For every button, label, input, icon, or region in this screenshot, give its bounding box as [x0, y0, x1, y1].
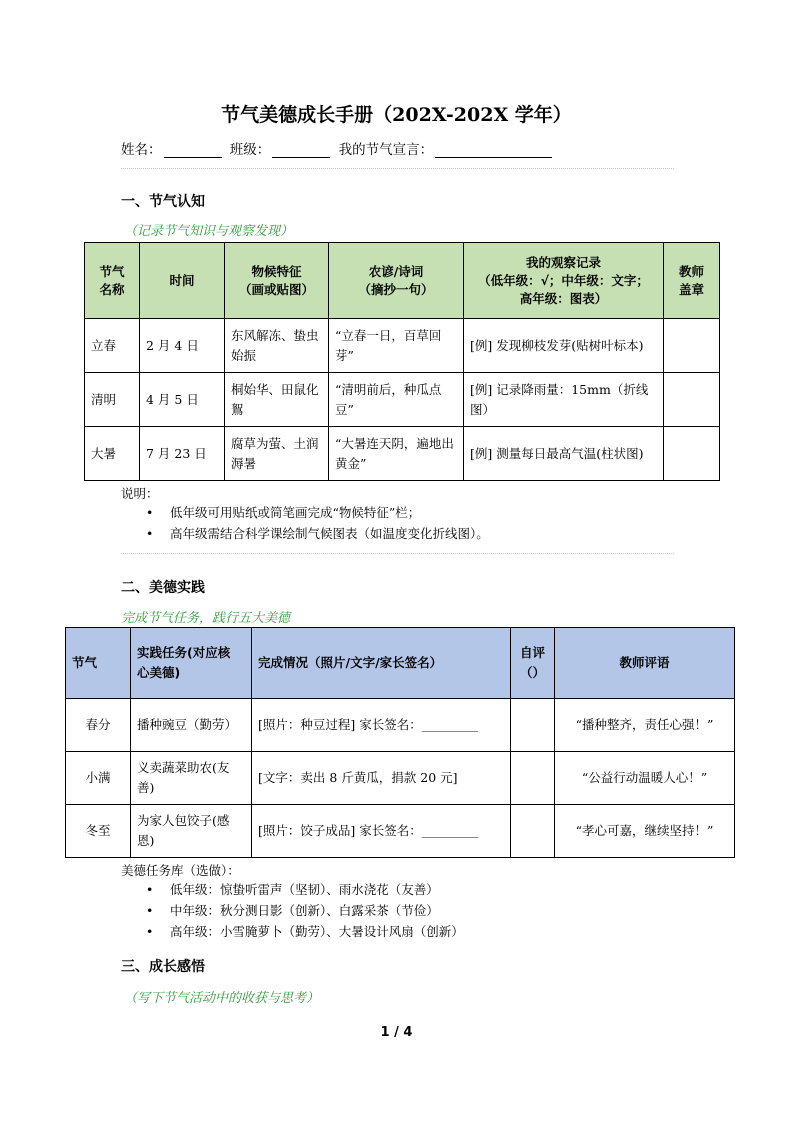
cell-term: 大暑: [85, 427, 140, 481]
header-task: 实践任务(对应核 心美德): [131, 628, 252, 699]
header-self-eval: 自评 （）: [511, 628, 555, 699]
cell-status[interactable]: [照片：饺子成品] 家长签名：_________: [252, 805, 511, 858]
class-label: 班级：: [229, 142, 271, 158]
cell-self-eval[interactable]: [511, 699, 555, 752]
cell-task: 为家人包饺子(感恩): [131, 805, 252, 858]
cell-phenology: 桐始华、田鼠化鴽: [225, 373, 329, 427]
header-term: 节气 名称: [85, 243, 140, 319]
cell-status[interactable]: [文字：卖出 8 斤黄瓜，捐款 20 元]: [252, 752, 511, 805]
name-label: 姓名：: [121, 142, 162, 158]
cell-stamp[interactable]: [664, 427, 720, 481]
cell-phenology: 腐草为萤、土润溽暑: [225, 427, 329, 481]
cell-comment: “播种整齐，责任心强！”: [555, 699, 735, 752]
cell-term: 清明: [85, 373, 140, 427]
cell-record[interactable]: [例] 测量每日最高气温(柱状图): [464, 427, 664, 481]
divider: [121, 553, 674, 554]
table-row: [66, 752, 735, 805]
cell-record[interactable]: [例] 记录降雨量：15mm（折线图）: [464, 373, 664, 427]
list-item: • 低年级：惊蛰听雷声（坚韧）、雨水浇花（友善）: [146, 879, 464, 900]
cell-stamp[interactable]: [664, 373, 720, 427]
cell-term: 立春: [85, 319, 140, 373]
motto-field[interactable]: [435, 143, 552, 158]
cell-task: 义卖蔬菜助农(友善): [131, 752, 252, 805]
solar-term-table: [84, 242, 720, 481]
header-date: 时间: [140, 243, 225, 319]
cell-record[interactable]: [例] 发现柳枝发芽(贴树叶标本): [464, 319, 664, 373]
section2-heading: 二、美德实践: [121, 580, 205, 596]
table-row: [85, 427, 720, 481]
section1-note: （记录节气知识与观察发现）: [124, 224, 294, 239]
header-term: 节气: [66, 628, 131, 699]
cell-term: 冬至: [66, 805, 131, 858]
header-proverb: 农谚/诗词 （摘抄一句）: [329, 243, 464, 319]
table-row: [85, 373, 720, 427]
section1-heading: 一、节气认知: [121, 194, 205, 210]
explain-label: 说明：: [121, 486, 159, 501]
page-title: 节气美德成长手册（202X-202X 学年）: [221, 104, 572, 126]
cell-comment: “公益行动温暖人心！”: [555, 752, 735, 805]
header-record: 我的观察记录 （低年级：√；中年级：文字； 高年级：图表）: [464, 243, 664, 319]
library-label: 美德任务库（选做）：: [121, 863, 240, 878]
header-stamp: 教师 盖章: [664, 243, 720, 319]
list-item: • 高年级：小雪腌萝卜（勤劳）、大暑设计风扇（创新）: [146, 921, 464, 942]
cell-term: 春分: [66, 699, 131, 752]
cell-comment: “孝心可嘉，继续坚持！”: [555, 805, 735, 858]
cell-self-eval[interactable]: [511, 752, 555, 805]
table-row: [66, 699, 735, 752]
page-number: 1 / 4: [380, 1025, 413, 1040]
header-teacher-comment: 教师评语: [555, 628, 735, 699]
divider: [121, 168, 674, 169]
cell-task: 播种豌豆（勤劳）: [131, 699, 252, 752]
list-item: • 高年级需结合科学课绘制气候图表（如温度变化折线图）。: [146, 523, 489, 544]
name-field[interactable]: [164, 143, 222, 158]
header-phenology: 物候特征 （画或贴图）: [225, 243, 329, 319]
table-row: [66, 805, 735, 858]
cell-proverb: “大暑连天阴，遍地出黄金”: [329, 427, 464, 481]
cell-stamp[interactable]: [664, 319, 720, 373]
cell-date: 7 月 23 日: [140, 427, 225, 481]
virtue-practice-table: [65, 627, 735, 858]
library-list: [146, 879, 464, 942]
table-row: [85, 319, 720, 373]
cell-self-eval[interactable]: [511, 805, 555, 858]
cell-proverb: “清明前后，种瓜点豆”: [329, 373, 464, 427]
cell-phenology: 东风解冻、蛰虫始振: [225, 319, 329, 373]
list-item: • 中年级：秋分测日影（创新）、白露采茶（节俭）: [146, 900, 464, 921]
explain-list: [146, 502, 489, 544]
section3-note: （写下节气活动中的收获与思考）: [124, 991, 320, 1006]
header-status: 完成情况（照片/文字/家长签名）: [252, 628, 511, 699]
class-field[interactable]: [272, 143, 330, 158]
section3-heading: 三、成长感悟: [121, 959, 205, 975]
table-header-row: [85, 243, 720, 319]
section2-note: 完成节气任务，践行五大美德: [121, 611, 291, 626]
cell-term: 小满: [66, 752, 131, 805]
cell-proverb: “立春一日，百草回芽”: [329, 319, 464, 373]
table-header-row: [66, 628, 735, 699]
student-info-line: [121, 138, 556, 158]
motto-label: 我的节气宣言：: [338, 142, 434, 158]
list-item: • 低年级可用贴纸或简笔画完成“物候特征”栏；: [146, 502, 489, 523]
cell-date: 2 月 4 日: [140, 319, 225, 373]
cell-date: 4 月 5 日: [140, 373, 225, 427]
cell-status[interactable]: [照片：种豆过程] 家长签名：_________: [252, 699, 511, 752]
